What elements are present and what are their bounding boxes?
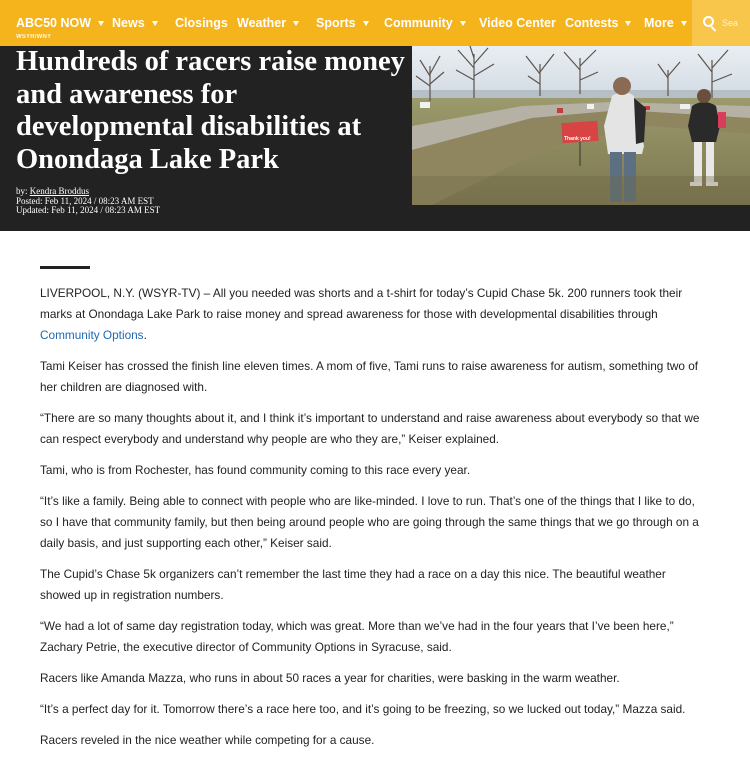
article-paragraph: “We had a lot of same day registration today, which was great. More than we’ve had in the four years that I’ve been here,” Zachary Petrie, the executive director of Community Options in Syracuse, said. bbox=[40, 619, 674, 654]
chevron-down-icon bbox=[152, 21, 158, 26]
hero-photo[interactable] bbox=[412, 46, 750, 205]
article-paragraph: Tami Keiser has crossed the finish line eleven times. A mom of five, Tami runs to raise awareness for autism, something two of her children are diagnosed with. bbox=[40, 359, 699, 394]
chevron-down-icon bbox=[681, 21, 687, 26]
article-headline: Hundreds of racers raise money and awareness for developmental disabilities at Onondaga Lake Park bbox=[16, 46, 405, 175]
article-paragraph: “There are so many thoughts about it, and I think it’s important to understand and raise awareness about everybody so that we can respect everybody and understand why people are who they are,” Keiser explained. bbox=[40, 411, 700, 446]
chevron-down-icon bbox=[460, 21, 466, 26]
chevron-down-icon bbox=[98, 21, 104, 26]
updated-date: Updated: Feb 11, 2024 / 08:23 AM EST bbox=[16, 205, 161, 215]
article-paragraph: Racers like Amanda Mazza, who runs in about 50 races a year for charities, were basking in the warm weather. bbox=[40, 671, 620, 685]
article-paragraph: The Cupid’s Chase 5k organizers can’t remember the last time they had a race on a day this nice. The beautiful weather showed up in registration numbers. bbox=[40, 567, 666, 602]
nav-item-label: Sports bbox=[316, 16, 356, 30]
search-placeholder: Sea bbox=[722, 18, 739, 28]
brand-subtitle: WSYR/WNY bbox=[16, 34, 52, 40]
article-meta bbox=[16, 187, 160, 216]
byline-prefix: by: bbox=[16, 186, 30, 196]
nav-item-label: News bbox=[112, 16, 145, 30]
chevron-down-icon bbox=[625, 21, 631, 26]
nav-item-news[interactable] bbox=[112, 16, 158, 30]
posted-date: Posted: Feb 11, 2024 / 08:23 AM EST bbox=[16, 195, 154, 206]
search-input[interactable] bbox=[692, 0, 750, 46]
article-paragraph: Tami, who is from Rochester, has found community coming to this race every year. bbox=[40, 463, 471, 477]
nav-item-label: Weather bbox=[237, 16, 287, 30]
article-paragraph: “It’s like a family. Being able to connect with people who are like-minded. I love to run. That’s one of the things that I like to do, so I have that community family, but then being around people who are going through the same things that we go through on a daily basis, and just supporting each other,” Keiser said. bbox=[40, 494, 699, 550]
article-divider bbox=[40, 266, 90, 269]
park-race-photo bbox=[412, 46, 750, 205]
community-options-link[interactable]: Community Options bbox=[40, 328, 144, 342]
nav-item-sports[interactable] bbox=[316, 16, 369, 30]
nav-item-more[interactable] bbox=[644, 16, 687, 30]
photo-sign-text: Thank you! bbox=[564, 136, 591, 142]
nav-item-closings[interactable] bbox=[175, 16, 228, 30]
article-paragraph bbox=[40, 283, 708, 346]
nav-item-label: Contests bbox=[565, 16, 619, 30]
paragraph-text: . bbox=[143, 328, 147, 342]
nav-item-weather[interactable] bbox=[237, 16, 299, 30]
nav-item-label: Video Center bbox=[479, 16, 556, 30]
nav-item-contests[interactable] bbox=[565, 16, 631, 30]
search-icon[interactable] bbox=[703, 16, 717, 30]
article-body bbox=[40, 283, 708, 761]
brand-logo-link[interactable] bbox=[16, 16, 104, 30]
nav-item-label: Closings bbox=[175, 16, 228, 30]
paragraph-text: LIVERPOOL, N.Y. (WSYR-TV) – All you needed was shorts and a t-shirt for today’s Cupid Chase 5k. 200 runners took their marks at Onondaga Lake Park to raise money and spread awareness for those with developmental disabilities through bbox=[40, 286, 683, 321]
nav-item-video-center[interactable] bbox=[479, 16, 556, 30]
chevron-down-icon bbox=[363, 21, 369, 26]
nav-item-label: More bbox=[644, 16, 674, 30]
chevron-down-icon bbox=[293, 21, 299, 26]
author-link[interactable]: Kendra Broddus bbox=[29, 186, 90, 196]
article-paragraph: “It’s a perfect day for it. Tomorrow there’s a race here too, and it’s going to be freezing, so we lucked out today,” Mazza said. bbox=[40, 702, 686, 716]
brand-name: ABC50 NOW bbox=[16, 16, 92, 30]
article-hero bbox=[0, 46, 750, 231]
top-nav bbox=[0, 0, 750, 46]
nav-item-community[interactable] bbox=[384, 16, 466, 30]
nav-item-label: Community bbox=[384, 16, 453, 30]
article-paragraph: Racers reveled in the nice weather while competing for a cause. bbox=[40, 733, 375, 747]
